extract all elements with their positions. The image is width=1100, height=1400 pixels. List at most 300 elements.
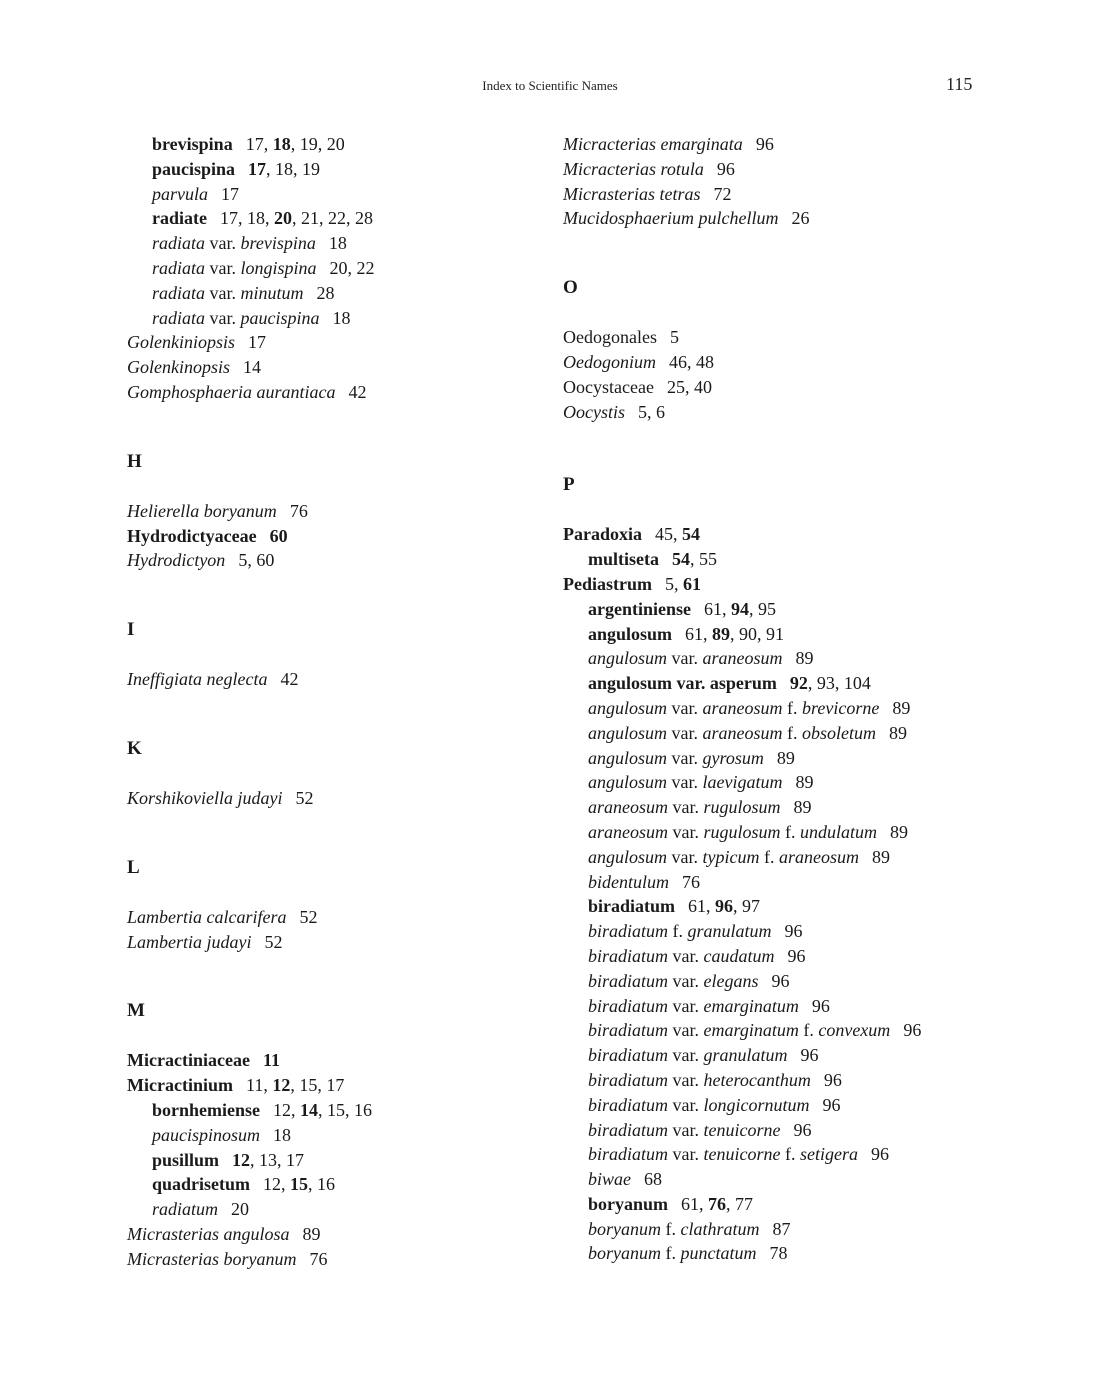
index-entry-bornhemiense bbox=[127, 1098, 547, 1123]
page-ref: 5 bbox=[638, 401, 647, 422]
page-refs bbox=[872, 847, 890, 867]
entry-name: Golenkinopsis bbox=[127, 357, 230, 378]
name-segment: var. bbox=[668, 995, 704, 1016]
index-entry-micractinium bbox=[127, 1073, 547, 1098]
entry-name: argentiniense bbox=[588, 598, 691, 619]
name-segment: brevispina bbox=[240, 233, 316, 254]
page-ref: 96 bbox=[793, 1119, 812, 1140]
page-ref: 77 bbox=[735, 1193, 754, 1214]
index-entry-angulosum-var-gyrosum bbox=[563, 746, 1063, 771]
page-ref: 60 bbox=[256, 550, 275, 571]
page-ref: 61 bbox=[688, 896, 707, 917]
page-ref: 76 bbox=[309, 1248, 328, 1269]
entry-name bbox=[588, 1070, 811, 1090]
page-refs bbox=[682, 872, 700, 892]
entry-name bbox=[588, 723, 876, 743]
page-refs: 45, 54 bbox=[655, 524, 700, 545]
page-ref: 96 bbox=[716, 158, 735, 179]
name-segment: var. bbox=[668, 1020, 704, 1041]
page-ref: 45 bbox=[655, 524, 673, 545]
page-refs: 25, 40 bbox=[666, 376, 712, 397]
page-ref: 89 bbox=[302, 1223, 321, 1244]
index-entry-oedogonales bbox=[563, 325, 1063, 350]
page-ref: 89 bbox=[872, 846, 890, 867]
page-ref: 61 bbox=[683, 573, 701, 594]
section-letter-l: L bbox=[127, 856, 140, 878]
section-letter-h: H bbox=[127, 450, 142, 472]
name-segment: var. bbox=[667, 697, 703, 718]
entry-name: radiate bbox=[152, 208, 207, 229]
index-entry-lambertia-calcarifera bbox=[127, 905, 547, 930]
name-segment: typicum bbox=[702, 846, 760, 867]
entry-name: biwae bbox=[588, 1169, 631, 1190]
page-ref: 12 bbox=[273, 1099, 291, 1120]
entry-name: Oocystis bbox=[563, 401, 625, 422]
page-ref: 14 bbox=[243, 357, 261, 378]
name-segment: biradiatum bbox=[588, 995, 669, 1016]
entry-name: Hydrodictyon bbox=[127, 550, 226, 571]
page-ref: 5 bbox=[238, 550, 248, 571]
index-entry-biradiatum-var-caudatum bbox=[563, 944, 1063, 969]
name-segment: angulosum bbox=[588, 747, 668, 768]
index-entry-boryanum-f-clathratum bbox=[563, 1217, 1063, 1242]
name-segment: f. bbox=[782, 722, 803, 743]
page-ref: 12 bbox=[232, 1149, 251, 1170]
entry-name: quadrisetum bbox=[152, 1174, 251, 1195]
running-head: Index to Scientific Names bbox=[482, 78, 618, 93]
page-ref: 5 bbox=[665, 573, 674, 594]
page-ref: 61 bbox=[704, 598, 722, 619]
index-entry-angulosum-var-typicum-f-araneosum bbox=[563, 845, 1063, 870]
entry-name bbox=[588, 1020, 890, 1040]
index-entry-biwae bbox=[563, 1167, 1063, 1192]
index-column-right bbox=[563, 132, 1063, 1266]
name-segment: angulosum bbox=[588, 648, 668, 669]
name-segment: var. bbox=[205, 307, 241, 328]
page-ref: 60 bbox=[269, 525, 288, 546]
page-ref: 94 bbox=[731, 598, 749, 619]
page-ref: 6 bbox=[656, 401, 665, 422]
name-segment: clathratum bbox=[680, 1218, 760, 1239]
page-refs: 11, 12, 15, 17 bbox=[245, 1075, 345, 1096]
entry-name: pusillum bbox=[152, 1149, 220, 1170]
page-ref: 97 bbox=[742, 896, 761, 917]
page-ref: 18 bbox=[275, 158, 294, 179]
name-segment: biradiatum bbox=[588, 1119, 669, 1140]
page-ref: 89 bbox=[890, 821, 909, 842]
page-refs bbox=[300, 907, 318, 927]
page-ref: 17 bbox=[286, 1149, 305, 1170]
page-refs: 61, 96, 97 bbox=[688, 896, 761, 917]
page-ref: 96 bbox=[784, 921, 803, 942]
section-letter-k: K bbox=[127, 737, 142, 759]
entry-name bbox=[588, 971, 759, 991]
name-segment: undulatum bbox=[800, 821, 878, 842]
section-letter-m: M bbox=[127, 1000, 145, 1022]
page-refs bbox=[785, 921, 803, 941]
page-refs bbox=[773, 1219, 791, 1239]
index-entry-angulosum-var-araneosum bbox=[563, 646, 1063, 671]
entry-name bbox=[588, 1045, 788, 1065]
name-segment: f. bbox=[780, 821, 801, 842]
entry-name: brevispina bbox=[152, 134, 233, 154]
name-segment: f. bbox=[661, 1218, 681, 1239]
name-segment: araneosum bbox=[702, 697, 783, 718]
page-ref: 5 bbox=[669, 327, 679, 348]
index-entry-golenkinopsis bbox=[127, 355, 547, 380]
page-ref: 89 bbox=[712, 623, 731, 644]
page-ref: 52 bbox=[299, 906, 318, 927]
entry-name: paucispinosum bbox=[152, 1124, 260, 1145]
name-segment: radiata bbox=[152, 233, 206, 254]
name-segment: biradiatum bbox=[588, 1045, 669, 1066]
entry-name bbox=[152, 283, 304, 303]
page-refs: 5, 61 bbox=[665, 573, 701, 594]
entry-name: Micractinium bbox=[127, 1075, 233, 1096]
page-ref: 17 bbox=[221, 183, 239, 204]
index-entry-angulosum-var-asperum bbox=[563, 671, 1063, 696]
page-ref: 26 bbox=[791, 208, 810, 229]
page-ref: 15 bbox=[299, 1075, 318, 1096]
index-entry-araneosum-var-rugulosum bbox=[563, 795, 1063, 820]
entry-name bbox=[152, 308, 320, 328]
name-segment: brevicorne bbox=[802, 697, 880, 718]
entry-name: angulosum bbox=[588, 623, 673, 644]
page-refs: 12, 14, 15, 16 bbox=[273, 1099, 372, 1120]
entry-name: Korshikoviella judayi bbox=[127, 787, 283, 808]
name-segment: caudatum bbox=[703, 945, 775, 966]
page-refs bbox=[221, 184, 239, 204]
page-ref: 20 bbox=[231, 1199, 250, 1220]
page-refs bbox=[290, 501, 308, 521]
index-entry-helierella-boryanum bbox=[127, 499, 547, 524]
section-letter-o: O bbox=[563, 277, 578, 299]
page-refs bbox=[777, 748, 795, 768]
page-ref: 55 bbox=[699, 549, 717, 570]
name-segment: var. bbox=[668, 1069, 704, 1090]
section-letter-i: I bbox=[127, 619, 135, 641]
index-entry-micrasterias-boryanum bbox=[127, 1247, 547, 1272]
name-segment: var. bbox=[668, 1119, 704, 1140]
page-ref: 18 bbox=[328, 233, 347, 254]
page-ref: 89 bbox=[793, 797, 812, 818]
page-refs bbox=[788, 946, 806, 966]
name-segment: biradiatum bbox=[588, 945, 669, 966]
name-segment: angulosum bbox=[588, 697, 668, 718]
page-ref: 90 bbox=[739, 623, 758, 644]
page-ref: 11 bbox=[245, 1075, 264, 1096]
entry-name: biradiatum bbox=[588, 896, 676, 917]
index-entry-argentiniense bbox=[563, 597, 1063, 622]
name-segment: var. bbox=[667, 722, 703, 743]
name-segment: longispina bbox=[240, 257, 317, 278]
name-segment: var. bbox=[668, 1144, 704, 1165]
page-ref: 25 bbox=[666, 376, 685, 397]
page-refs bbox=[772, 971, 790, 991]
page-ref: 96 bbox=[771, 970, 790, 991]
entry-name: radiatum bbox=[152, 1199, 219, 1220]
index-entry-biradiatum-var-granulatum bbox=[563, 1043, 1063, 1068]
name-segment: f. bbox=[759, 846, 779, 867]
entry-name: parvula bbox=[152, 183, 208, 204]
page-ref: 18 bbox=[246, 208, 265, 229]
name-segment: var. bbox=[205, 257, 241, 278]
page-ref: 96 bbox=[787, 945, 806, 966]
page-refs: 17, 18, 19 bbox=[248, 158, 321, 179]
page-ref: 54 bbox=[682, 524, 700, 545]
page-refs bbox=[903, 1020, 921, 1040]
page-ref: 15 bbox=[327, 1099, 345, 1120]
page-refs: 54, 55 bbox=[672, 549, 717, 570]
name-segment: angulosum bbox=[588, 846, 668, 867]
entry-name: Lambertia judayi bbox=[127, 931, 252, 952]
name-segment: araneosum bbox=[588, 797, 668, 818]
page-refs: 46, 48 bbox=[669, 351, 714, 372]
entry-name bbox=[588, 1219, 760, 1239]
index-entry-pediastrum bbox=[563, 572, 1063, 597]
index-entry-radiata-var-minutum bbox=[127, 281, 547, 306]
name-segment: var. bbox=[668, 797, 704, 818]
page-ref: 20 bbox=[273, 208, 292, 229]
page-ref: 61 bbox=[685, 623, 704, 644]
index-entry-biradiatum-f-granulatum bbox=[563, 919, 1063, 944]
name-segment: radiata bbox=[152, 257, 206, 278]
page-ref: 76 bbox=[289, 500, 308, 521]
name-segment: rugulosum bbox=[703, 797, 781, 818]
page-ref: 18 bbox=[273, 1124, 291, 1145]
page-ref: 93 bbox=[816, 673, 835, 694]
page-ref: 17 bbox=[245, 134, 264, 154]
index-entry-angulosum-var-araneosum-f-obsoletum bbox=[563, 721, 1063, 746]
page-ref: 17 bbox=[219, 208, 238, 229]
page-ref: 19 bbox=[302, 158, 321, 179]
name-segment: var. bbox=[668, 821, 704, 842]
page-ref: 15 bbox=[290, 1174, 309, 1195]
entry-name bbox=[152, 258, 317, 278]
entry-name bbox=[588, 1243, 757, 1263]
entry-name: bornhemiense bbox=[152, 1099, 260, 1120]
entry-name: boryanum bbox=[588, 1193, 669, 1214]
name-segment: elegans bbox=[703, 970, 759, 991]
index-entry-radiata-var-longispina bbox=[127, 256, 547, 281]
name-segment: obsoletum bbox=[802, 722, 877, 743]
page-ref: 91 bbox=[766, 623, 785, 644]
index-entry-araneosum-var-rugulosum-f-undulatum bbox=[563, 820, 1063, 845]
page-ref: 19 bbox=[299, 134, 318, 154]
name-segment: var. bbox=[667, 747, 703, 768]
name-segment: f. bbox=[668, 921, 688, 942]
index-entry-oocystaceae bbox=[563, 375, 1063, 400]
entry-name: angulosum var. asperum bbox=[588, 673, 777, 694]
name-segment: var. bbox=[668, 1094, 704, 1115]
index-entry-paradoxia bbox=[563, 522, 1063, 547]
name-segment: tenuicorne bbox=[703, 1144, 781, 1165]
page-refs bbox=[317, 283, 335, 303]
name-segment: biradiatum bbox=[588, 1094, 669, 1115]
entry-name: Paradoxia bbox=[563, 524, 642, 545]
index-entry-biradiatum bbox=[563, 894, 1063, 919]
page-ref: 14 bbox=[300, 1099, 318, 1120]
page-refs bbox=[791, 208, 809, 228]
name-segment: minutum bbox=[240, 282, 304, 303]
page-refs bbox=[794, 1120, 812, 1140]
name-segment: boryanum bbox=[588, 1243, 661, 1264]
page-refs bbox=[892, 698, 910, 718]
entry-name: Oedogonium bbox=[563, 351, 656, 372]
page-refs bbox=[349, 382, 367, 402]
page-ref: 17 bbox=[248, 332, 266, 353]
entry-name: Pediastrum bbox=[563, 573, 652, 594]
name-segment: var. bbox=[668, 1045, 704, 1066]
page-ref: 92 bbox=[789, 673, 808, 694]
name-segment: f. bbox=[798, 1020, 819, 1041]
page-refs bbox=[717, 159, 735, 179]
entry-name: Helierella boryanum bbox=[127, 500, 277, 521]
entry-name bbox=[588, 822, 877, 842]
index-entry-biradiatum-var-emarginatum-f-convexum bbox=[563, 1018, 1063, 1043]
index-entry-biradiatum-var-heterocanthum bbox=[563, 1068, 1063, 1093]
name-segment: paucispina bbox=[240, 307, 320, 328]
name-segment: angulosum bbox=[588, 722, 668, 743]
page-ref: 78 bbox=[769, 1243, 788, 1264]
page-refs bbox=[303, 1224, 321, 1244]
entry-name: Gomphosphaeria aurantiaca bbox=[127, 381, 336, 402]
section-letter-p: P bbox=[563, 474, 575, 496]
page-ref: 96 bbox=[823, 1069, 842, 1090]
index-entry-micracterias-rotula bbox=[563, 157, 1063, 182]
page-ref: 89 bbox=[795, 772, 814, 793]
entry-name bbox=[588, 1095, 810, 1115]
entry-name: Mucidosphaerium pulchellum bbox=[563, 208, 779, 229]
index-entry-oocystis bbox=[563, 400, 1063, 425]
page-ref: 21 bbox=[300, 208, 319, 229]
name-segment: araneosum bbox=[702, 648, 783, 669]
index-entry-radiata-var-brevispina bbox=[127, 231, 547, 256]
index-entry-korshikoviella-judayi bbox=[127, 786, 547, 811]
page-refs: 12, 15, 16 bbox=[263, 1174, 336, 1195]
index-entry-micractiniaceae bbox=[127, 1048, 547, 1073]
page-ref: 68 bbox=[644, 1169, 662, 1190]
page-ref: 28 bbox=[316, 282, 335, 303]
entry-name bbox=[588, 996, 799, 1016]
index-entry-biradiatum-var-tenuicorne-f-setigera bbox=[563, 1142, 1063, 1167]
page-ref: 95 bbox=[758, 598, 776, 619]
entry-name: Hydrodictyaceae bbox=[127, 525, 257, 546]
index-entry-boryanum-f-punctatum bbox=[563, 1241, 1063, 1266]
index-entry-radiata-var-paucispina bbox=[127, 306, 547, 331]
name-segment: f. bbox=[661, 1243, 681, 1264]
name-segment: laevigatum bbox=[702, 772, 783, 793]
page-ref: 61 bbox=[681, 1193, 700, 1214]
page-refs bbox=[756, 134, 774, 154]
name-segment: araneosum bbox=[702, 722, 783, 743]
name-segment: radiata bbox=[152, 307, 206, 328]
page-ref: 96 bbox=[903, 1020, 922, 1041]
page-ref: 42 bbox=[348, 381, 367, 402]
page-refs bbox=[812, 996, 830, 1016]
page-ref: 89 bbox=[776, 747, 795, 768]
page-refs bbox=[248, 332, 266, 352]
name-segment: setigera bbox=[800, 1144, 858, 1165]
page-refs: 5, 60 bbox=[238, 550, 275, 571]
name-segment: rugulosum bbox=[703, 821, 781, 842]
page-number: 115 bbox=[946, 74, 973, 94]
page-refs: 92, 93, 104 bbox=[789, 673, 871, 694]
entry-name: Oocystaceae bbox=[563, 376, 654, 397]
name-segment: araneosum bbox=[779, 846, 859, 867]
name-segment: araneosum bbox=[588, 821, 668, 842]
page-ref: 17 bbox=[248, 158, 267, 179]
index-entry-radiatum bbox=[127, 1197, 547, 1222]
page-refs: 61, 76, 77 bbox=[681, 1193, 754, 1214]
name-segment: var. bbox=[205, 233, 241, 254]
page-ref: 13 bbox=[259, 1149, 278, 1170]
name-segment: var. bbox=[667, 648, 703, 669]
page-refs: 61, 94, 95 bbox=[704, 598, 776, 619]
page-refs bbox=[265, 932, 283, 952]
page-refs: 17, 18, 19, 20 bbox=[245, 134, 345, 154]
name-segment: var. bbox=[205, 282, 241, 303]
index-column-left bbox=[127, 132, 547, 1272]
page-refs bbox=[890, 822, 908, 842]
page-refs bbox=[796, 648, 814, 668]
name-segment: boryanum bbox=[588, 1218, 661, 1239]
page-ref: 96 bbox=[800, 1045, 819, 1066]
page-ref: 96 bbox=[871, 1144, 889, 1165]
name-segment: biradiatum bbox=[588, 970, 669, 991]
entry-name: bidentulum bbox=[588, 871, 669, 892]
index-entry-multiseta bbox=[563, 547, 1063, 572]
name-segment: emarginatum bbox=[703, 995, 799, 1016]
page-ref: 96 bbox=[822, 1094, 841, 1115]
entry-name: Micracterias rotula bbox=[563, 158, 704, 179]
page-ref: 20 bbox=[326, 134, 345, 154]
page-refs bbox=[243, 357, 261, 377]
name-segment: var. bbox=[667, 772, 703, 793]
entry-name: Micrasterias boryanum bbox=[127, 1248, 297, 1269]
page-refs bbox=[270, 526, 288, 546]
page-refs bbox=[280, 669, 298, 689]
page-ref: 22 bbox=[356, 257, 375, 278]
index-entry-pusillum bbox=[127, 1148, 547, 1173]
page-ref: 96 bbox=[755, 134, 774, 154]
index-entry-micrasterias-angulosa bbox=[127, 1222, 547, 1247]
page-ref: 52 bbox=[264, 931, 283, 952]
index-entry-golenkiniopsis bbox=[127, 330, 547, 355]
index-entry-paucispinosum bbox=[127, 1123, 547, 1148]
page-ref: 42 bbox=[280, 669, 299, 690]
index-entry-bidentulum bbox=[563, 870, 1063, 895]
name-segment: convexum bbox=[818, 1020, 891, 1041]
entry-name bbox=[588, 921, 772, 941]
page-ref: 16 bbox=[354, 1099, 372, 1120]
page-refs bbox=[263, 1050, 280, 1070]
page-refs bbox=[770, 1243, 788, 1263]
page-ref: 12 bbox=[263, 1174, 282, 1195]
index-entry-gomphosphaeria-aurantiaca bbox=[127, 380, 547, 405]
name-segment: biradiatum bbox=[588, 1020, 669, 1041]
page-ref: 12 bbox=[272, 1075, 291, 1096]
name-segment: biradiatum bbox=[588, 1069, 669, 1090]
index-entry-boryanum bbox=[563, 1192, 1063, 1217]
page-ref: 28 bbox=[354, 208, 373, 229]
name-segment: tenuicorne bbox=[703, 1119, 781, 1140]
name-segment: var. bbox=[668, 970, 704, 991]
index-entry-biradiatum-var-elegans bbox=[563, 969, 1063, 994]
name-segment: punctatum bbox=[680, 1243, 757, 1264]
page-refs: 12, 13, 17 bbox=[232, 1149, 305, 1170]
page-refs bbox=[295, 788, 313, 808]
